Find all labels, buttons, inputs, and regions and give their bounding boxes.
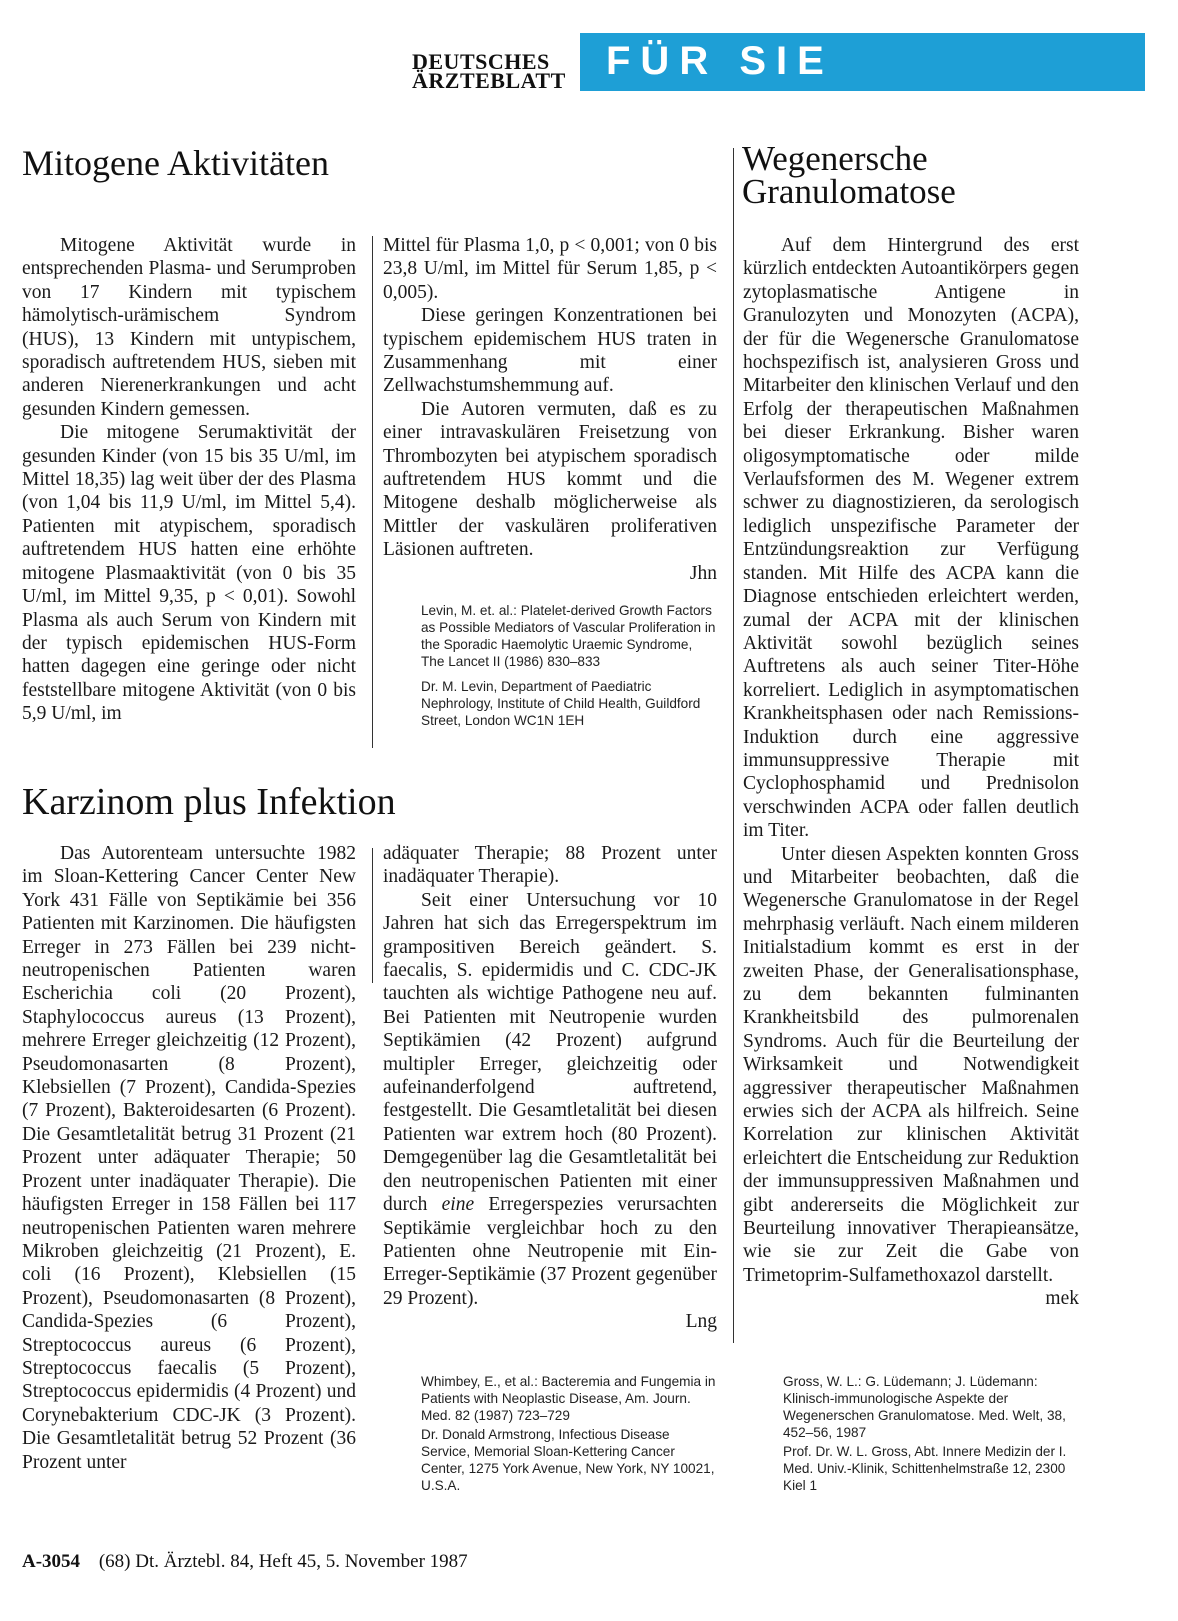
paragraph: Diese geringen Konzentrationen bei typischem epidemischem HUS traten in Zusammenhang mit einer Zellwachstumshemmung auf.: [383, 305, 717, 397]
reference-address: Dr. Donald Armstrong, Infectious Disease Service, Memorial Sloan-Kettering Cancer Center, 1275 York Avenue, New York, NY 10021, U.S.A.: [421, 1427, 715, 1493]
reference-block: [421, 1373, 717, 1502]
column-divider: [372, 848, 373, 983]
column-divider: [372, 236, 373, 748]
logo-line-1: DEUTSCHES: [412, 49, 550, 74]
text-run: Seit einer Untersuchung vor 10 Jahren hat sich das Erregerspektrum im grampositiven Bereich geändert. S. faecalis, S. epidermidis und C. CDC-JK tauchten als wichtige Pathogene neu auf. Bei Patienten mit Neutropenie wurden Septikämien (42 Prozent) aufgrund multipler Erreger, gleichzeitig oder aufeinanderfolgend auftretend, festgestellt. Die Gesamtletalität bei diesen Patienten war extrem hoch (80 Prozent). Demgegenüber lag die Gesamtletalität bei den neutropenischen Patienten mit einer durch: [383, 889, 717, 1216]
article-title: Karzinom plus Infektion: [22, 781, 396, 823]
paragraph: Das Autorenteam untersuchte 1982 im Sloan-Kettering Cancer Center New York 431 Fälle von Septikämie bei 356 Patienten mit Karzinomen. Die häufigsten Erreger in 273 Fällen bei 239 nicht-neutropenischen Patienten waren Escherichia coli (20 Prozent), Staphylococcus aureus (13 Prozent), mehrere Erreger gleichzeitig (12 Prozent), Pseudomonasarten (8 Prozent), Klebsiellen (7 Prozent), Candida-Spezies (7 Prozent), Bakteroidesarten (6 Prozent). Die Gesamtletalität betrug 31 Prozent (21 Prozent unter adäquater Therapie; 50 Prozent unter inadäquater Therapie). Die häufigsten Erreger in 158 Fällen bei 117 neutropenischen Patienten waren mehrere Mikroben gleichzeitig (21 Prozent), E. coli (16 Prozent), Klebsiellen (15 Prozent), Pseudomonasarten (8 Prozent), Candida-Spezies (6 Prozent), Streptococcus aureus (6 Prozent), Streptococcus faecalis (5 Prozent), Streptococcus epidermidis (4 Prozent) und Corynebakterium CDC-JK (3 Prozent). Die Gesamtletalität betrug 52 Prozent (36 Prozent unter: [22, 843, 356, 1473]
author-signature: Jhn: [689, 562, 717, 584]
reference-address: Prof. Dr. W. L. Gross, Abt. Innere Medizin der I. Med. Univ.-Klinik, Schittenhelmstraße 12, 2300 Kiel 1: [783, 1444, 1067, 1493]
section-banner: [580, 33, 1145, 128]
logo-line-2: ÄRZTEBLATT: [412, 68, 566, 93]
paragraph: adäquater Therapie; 88 Prozent unter inadäquater Therapie).: [383, 843, 717, 888]
reference-block: [421, 602, 717, 737]
column-divider: [733, 148, 734, 1343]
reference: Gross, W. L.: G. Lüdemann; J. Lüdemann: Klinisch-immunologische Aspekte der Wegenerschen Granulomatose. Med. Welt, 38, 452–56, 1987: [783, 1374, 1066, 1440]
article-column: [22, 234, 356, 726]
reference-address: Dr. M. Levin, Department of Paediatric Nephrology, Institute of Child Health, Guildford Street, London WC1N 1EH: [421, 679, 701, 728]
emphasis: eine: [441, 1194, 475, 1216]
paragraph: Unter diesen Aspekten konnten Gross und Mitarbeiter beobachten, daß die Wegenersche Granulomatose in der Regel mehrphasig verläuft. Nach einem milderen Initialstadium kommt es erst in der zweiten Phase, der Generalisationsphase, zu dem bekannten fulminanten Krankheitsbild des pulmorenalen Syndroms. Auch für die Beurteilung der Wirksamkeit und Notwendigkeit aggressiver therapeutischer Maßnahmen erwies sich der ACPA als hilfreich. Seine Korrelation zur klinischen Aktivität erleichtert die Entscheidung zur Reduktion der immunsuppressiven Maßnahmen und gibt andererseits die Möglichkeit zur Beurteilung innovativer Therapieansätze, wie sie zur Zeit die Gabe von Trimetoprim-Sulfamethoxazol darstellt.: [743, 843, 1079, 1286]
reference: Levin, M. et. al.: Platelet-derived Growth Factors as Possible Mediators of Vascular Proliferation in the Sporadic Haemolytic Uraemic Syndrome, The Lancet II (1986) 830–833: [421, 603, 716, 669]
page-footer: [22, 1551, 468, 1573]
paragraph: [383, 889, 717, 1310]
paragraph: Die mitogene Serumaktivität der gesunden Kinder (von 15 bis 35 U/ml, im Mittel 18,35) lag weit über der des Plasma (von 1,04 bis 11,9 U/ml, im Mittel 5,4). Patienten mit atypischem, sporadisch auftretendem HUS hatten eine erhöhte mitogene Plasmaaktivität (von 0 bis 35 U/ml, im Mittel 9,35, p < 0,01). Sowohl Plasma als auch Serum von Kindern mit der typisch epidemischen HUS-Form hatten dagegen eine geringe oder nicht feststellbare mitogene Aktivität (von 0 bis 5,9 U/ml, im: [22, 422, 356, 725]
article-column: [22, 842, 356, 1474]
paragraph: Auf dem Hintergrund des erst kürzlich entdeckten Autoantikörpers gegen zytoplasmatische Antigene in Granulozyten und Monozyten (ACPA), der für die Wegenersche Granulomatose hochspezifisch ist, analysieren Gross und Mitarbeiter den klinischen Verlauf und den Erfolg der therapeutischen Maßnahmen bei dieser Erkrankung. Bisher waren oligosymptomatische oder milde Verlaufsformen des M. Wegener extrem schwer zu diagnostizieren, da serologisch lediglich unspezifische Parameter der Entzündungsreaktion zur Verfügung standen. Mit Hilfe des ACPA kann die Diagnose entschieden erleichtert werden, zumal der ACPA mit der klinischen Aktivität sowohl bezüglich seines Auftretens als auch seiner Titer-Höhe korreliert. Lediglich in asymptomatischen Krankheitsphasen oder nach Remissions-Induktion durch eine aggressive immunsuppressive Therapie mit Cyclophosphamid und Prednisolon verschwinden ACPA oder fallen deutlich im Titer.: [743, 235, 1079, 842]
paragraph: Mitogene Aktivität wurde in entsprechenden Plasma- und Serumproben von 17 Kindern mit typischem hämolytisch-urämischem Syndrom (HUS), 13 Kindern mit untypischem, sporadisch auftretendem HUS, sieben mit anderen Nierenerkrankungen und acht gesunden Kindern gemessen.: [22, 235, 356, 420]
reference-block: [783, 1373, 1079, 1502]
text-run: Erregerspezies verursachten Septikämie vergleichbar hoch zu den Patienten ohne Neutropenie mit Ein-Erreger-Septikämie (37 Prozent gegenüber 29 Prozent).: [383, 1194, 718, 1309]
article-column: [383, 234, 717, 585]
article-column: [743, 234, 1079, 1311]
page-number: A-3054: [22, 1551, 81, 1572]
title-line: Wegenersche: [742, 139, 928, 178]
reference: Whimbey, E., et al.: Bacteremia and Fungemia in Patients with Neoplastic Disease, Am. Journ. Med. 82 (1987) 723–729: [421, 1374, 716, 1423]
article-title: [742, 139, 956, 211]
issue-info: (68) Dt. Ärztebl. 84, Heft 45, 5. November 1987: [98, 1551, 468, 1572]
article-title: Mitogene Aktivitäten: [22, 143, 329, 183]
author-signature: Lng: [685, 1311, 717, 1333]
paragraph: Mittel für Plasma 1,0, p < 0,001; von 0 bis 23,8 U/ml, im Mittel für Serum 1,85, p < 0,005).: [383, 235, 717, 303]
article-column: [383, 842, 717, 1334]
paragraph: Die Autoren vermuten, daß es zu einer intravaskulären Freisetzung von Thrombozyten bei atypischem sporadisch auftretendem HUS kommt und die Mitogene deshalb möglicherweise als Mittler der vaskulären proliferativen Läsionen auftreten.: [383, 398, 717, 561]
masthead-logo: [412, 49, 566, 93]
title-line: Granulomatose: [742, 172, 956, 211]
author-signature: mek: [1045, 1288, 1079, 1310]
section-banner-label: FÜR SIE REFERIERT: [606, 39, 923, 128]
